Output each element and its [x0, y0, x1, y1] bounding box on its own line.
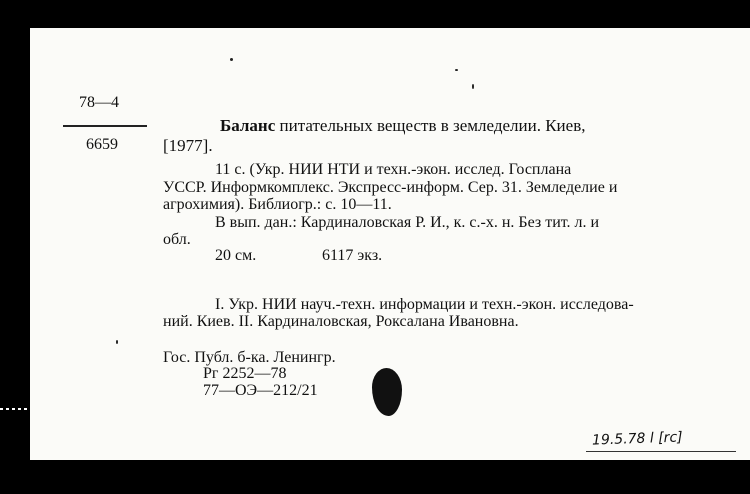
title-remainder: питательных веществ в земледелии. Киев,	[275, 116, 586, 135]
collation-line-2: УССР. Информкомплекс. Экспресс-информ. Сер. 31. Земледелие и	[163, 179, 618, 196]
title-main-word: Баланс	[220, 116, 276, 135]
speck	[116, 340, 118, 344]
number-divider	[63, 125, 147, 127]
speck	[455, 69, 458, 71]
collation-line-1: 11 с. (Укр. НИИ НТИ и техн.-экон. исслед. Госплана	[215, 161, 572, 178]
tracings-line-1: I. Укр. НИИ науч.-техн. информации и техн.-экон. исследова-	[215, 296, 634, 313]
speck	[230, 58, 233, 61]
tracings-line-2: ний. Киев. II. Кардиналовская, Роксалана Ивановна.	[163, 313, 519, 330]
call-number-1: Рг 2252—78	[203, 365, 287, 382]
note-line-2: обл.	[163, 231, 191, 248]
class-number: 78—4	[79, 94, 119, 111]
call-number-2: 77—ОЭ—212/21	[203, 382, 318, 399]
library-field: Гос. Публ. б-ка. Ленингр.	[163, 349, 336, 366]
title-line-2: [1977].	[163, 136, 213, 155]
collation-line-3: агрохимия). Библиогр.: с. 10—11.	[163, 196, 392, 213]
handwritten-underline	[586, 451, 736, 452]
perforation-marks	[0, 408, 34, 410]
copies-field: 6117 экз.	[322, 247, 383, 264]
left-black-margin	[0, 0, 34, 494]
size-field: 20 см.	[215, 247, 257, 264]
title-line-1	[220, 117, 585, 135]
note-line-1: В вып. дан.: Кардиналовская Р. И., к. с.-х. н. Без тит. л. и	[215, 214, 600, 231]
serial-number: 6659	[86, 136, 118, 153]
speck	[472, 84, 474, 89]
handwritten-note: 19.5.78 l [rc]	[591, 429, 683, 449]
